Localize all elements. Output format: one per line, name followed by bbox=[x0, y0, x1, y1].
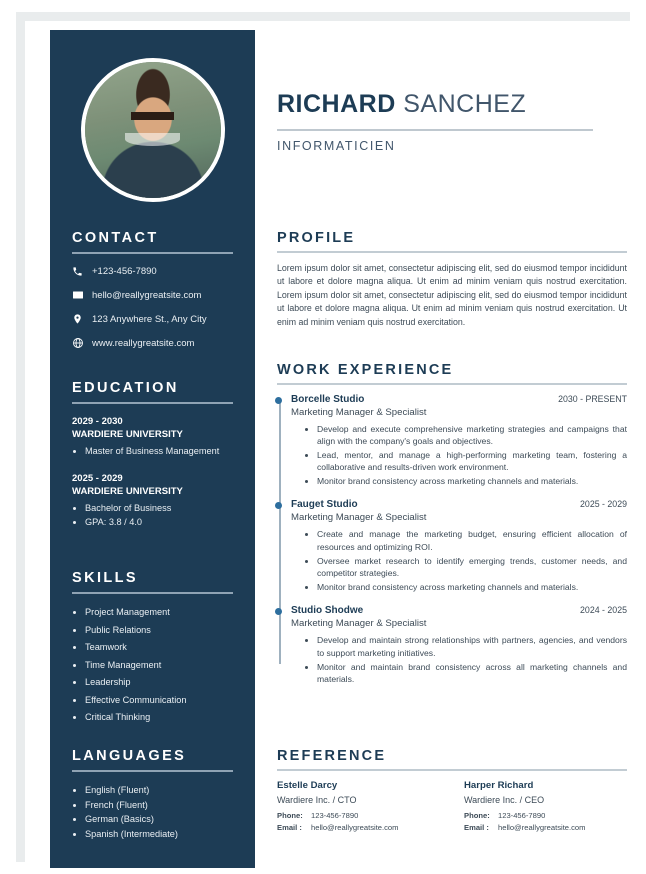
list-item: • Leadership bbox=[85, 676, 233, 690]
education-points bbox=[72, 445, 233, 459]
reference-section bbox=[277, 748, 627, 835]
list-item: • Create and manage the marketing budget, ensuring efficient allocation of resources and optimizing ROI. bbox=[317, 528, 627, 553]
reference-grid bbox=[277, 780, 627, 835]
avatar-photo bbox=[85, 62, 221, 198]
first-name: RICHARD bbox=[277, 90, 396, 118]
title-divider bbox=[277, 129, 593, 131]
list-item: • English (Fluent) bbox=[85, 784, 233, 798]
education-years: 2025 - 2029 bbox=[72, 472, 123, 484]
profile-text: Lorem ipsum dolor sit amet, consectetur adipiscing elit, sed do eiusmod tempor incididunt ut labore et dolore magna aliqua. Ut enim ad minim veniam quis nostrud exercitation. Lorem ipsum dolor sit amet, consectetur adipiscing elit, sed do eiusmod tempor incididunt ut labore et dolore magna aliqua. Ut enim ad minim veniam quis nostrud exercitation. Ut enim ad minim veniam quis nostrud exercitation. bbox=[277, 262, 627, 327]
contact-item-address bbox=[72, 313, 233, 325]
list-item: • French (Fluent) bbox=[85, 799, 233, 813]
work-dates: 2030 - PRESENT bbox=[558, 393, 627, 404]
skills-section bbox=[72, 570, 233, 729]
list-item: • Lead, mentor, and manage a high-performing marketing team, fostering a collaborative and results-driven work environment. bbox=[317, 449, 627, 474]
work-heading: WORK EXPERIENCE bbox=[277, 362, 454, 378]
education-entry bbox=[72, 473, 233, 530]
avatar bbox=[81, 58, 225, 202]
main-column bbox=[277, 30, 627, 832]
education-divider bbox=[72, 402, 233, 404]
location-pin-icon bbox=[72, 313, 92, 325]
last-name: SANCHEZ bbox=[403, 90, 527, 118]
list-item: • German (Basics) bbox=[85, 813, 233, 827]
profile-heading: PROFILE bbox=[277, 230, 356, 246]
reference-email-label: Email : bbox=[464, 822, 489, 832]
work-points bbox=[291, 528, 627, 593]
reference-email bbox=[464, 823, 627, 832]
languages-list bbox=[72, 784, 233, 841]
list-item: • Time Management bbox=[85, 659, 233, 673]
reference-heading: REFERENCE bbox=[277, 748, 387, 764]
contact-item-email bbox=[72, 289, 233, 301]
reference-role: Wardiere Inc. / CEO bbox=[464, 794, 545, 805]
list-item: • Teamwork bbox=[85, 641, 233, 655]
sidebar bbox=[50, 30, 255, 868]
timeline-dot-icon bbox=[275, 397, 282, 404]
work-entry-header bbox=[291, 394, 627, 405]
list-item: • Public Relations bbox=[85, 624, 233, 638]
list-item: • GPA: 3.8 / 4.0 bbox=[85, 516, 233, 530]
contact-address-value: 123 Anywhere St., Any City bbox=[92, 313, 207, 325]
timeline-dot-icon bbox=[275, 502, 282, 509]
work-dates: 2024 - 2025 bbox=[580, 605, 627, 616]
work-entry-header bbox=[291, 605, 627, 616]
globe-icon bbox=[72, 337, 92, 349]
skills-divider bbox=[72, 592, 233, 594]
education-points bbox=[72, 502, 233, 530]
work-timeline bbox=[277, 394, 627, 686]
contact-divider bbox=[72, 252, 233, 254]
list-item: • Monitor brand consistency across marketing channels and materials. bbox=[317, 581, 627, 594]
reference-divider bbox=[277, 769, 627, 771]
work-company: Studio Shodwe bbox=[291, 605, 364, 617]
list-item: • Monitor brand consistency across marketing channels and materials. bbox=[317, 475, 627, 488]
work-entry bbox=[291, 605, 627, 685]
skills-heading: SKILLS bbox=[72, 570, 138, 586]
work-company: Fauget Studio bbox=[291, 499, 358, 511]
profile-section bbox=[277, 230, 627, 329]
reference-phone-value: 123-456-7890 bbox=[311, 810, 359, 820]
list-item: • Develop and execute comprehensive marketing strategies and campaigns that align with the company's goals and objectives. bbox=[317, 423, 627, 448]
mail-icon bbox=[72, 289, 92, 301]
work-entry bbox=[291, 394, 627, 488]
work-experience-section bbox=[277, 362, 627, 698]
contact-phone-value: +123-456-7890 bbox=[92, 266, 157, 277]
contact-website-value: www.reallygreatsite.com bbox=[92, 337, 195, 349]
phone-icon bbox=[72, 266, 92, 277]
contact-section bbox=[72, 230, 233, 361]
list-item: • Project Management bbox=[85, 606, 233, 620]
reference-email bbox=[277, 823, 440, 832]
list-item: • Develop and maintain strong relationships with partners, agencies, and vendors to support marketing initiatives. bbox=[317, 634, 627, 659]
page-title bbox=[277, 90, 617, 119]
education-school: WARDIERE UNIVERSITY bbox=[72, 485, 183, 497]
reference-name: Harper Richard bbox=[464, 779, 534, 791]
work-points bbox=[291, 634, 627, 685]
reference-role: Wardiere Inc. / CTO bbox=[277, 794, 357, 805]
list-item: • Critical Thinking bbox=[85, 711, 233, 725]
work-entry bbox=[291, 499, 627, 593]
work-role: Marketing Manager & Specialist bbox=[291, 406, 427, 418]
work-role: Marketing Manager & Specialist bbox=[291, 512, 427, 524]
education-heading: EDUCATION bbox=[72, 380, 179, 396]
timeline-dot-icon bbox=[275, 608, 282, 615]
profile-divider bbox=[277, 251, 627, 253]
reference-phone-label: Phone: bbox=[464, 810, 490, 820]
contact-item-phone bbox=[72, 266, 233, 277]
reference-name: Estelle Darcy bbox=[277, 779, 338, 791]
contact-item-website bbox=[72, 337, 233, 349]
reference-entry bbox=[277, 780, 440, 835]
list-item: • Bachelor of Business bbox=[85, 502, 233, 516]
languages-heading: LANGUAGES bbox=[72, 748, 187, 764]
reference-phone bbox=[277, 811, 440, 820]
work-dates: 2025 - 2029 bbox=[580, 499, 627, 510]
reference-phone bbox=[464, 811, 627, 820]
reference-entry bbox=[464, 780, 627, 835]
reference-email-value: hello@reallygreatsite.com bbox=[311, 822, 399, 832]
contact-heading: CONTACT bbox=[72, 230, 159, 246]
reference-email-label: Email : bbox=[277, 822, 302, 832]
reference-email-value: hello@reallygreatsite.com bbox=[498, 822, 586, 832]
list-item: • Monitor and maintain brand consistency across all marketing channels and materials. bbox=[317, 661, 627, 686]
reference-phone-label: Phone: bbox=[277, 810, 303, 820]
work-divider bbox=[277, 383, 627, 385]
work-entry-header bbox=[291, 499, 627, 510]
work-points bbox=[291, 423, 627, 488]
job-title: INFORMATICIEN bbox=[277, 139, 396, 153]
education-entry bbox=[72, 416, 233, 459]
work-role: Marketing Manager & Specialist bbox=[291, 618, 427, 630]
contact-email-value: hello@reallygreatsite.com bbox=[92, 289, 202, 301]
reference-phone-value: 123-456-7890 bbox=[498, 810, 546, 820]
languages-section bbox=[72, 748, 233, 842]
skills-list bbox=[72, 606, 233, 725]
list-item: • Effective Communication bbox=[85, 694, 233, 708]
list-item: • Oversee market research to identify emerging trends, customer needs, and competitor strategies. bbox=[317, 555, 627, 580]
work-company: Borcelle Studio bbox=[291, 393, 365, 405]
education-years: 2029 - 2030 bbox=[72, 416, 123, 427]
list-item: • Spanish (Intermediate) bbox=[85, 828, 233, 842]
languages-divider bbox=[72, 770, 233, 772]
list-item: • Master of Business Management bbox=[85, 445, 233, 459]
education-section bbox=[72, 380, 233, 544]
education-school: WARDIERE UNIVERSITY bbox=[72, 429, 183, 440]
